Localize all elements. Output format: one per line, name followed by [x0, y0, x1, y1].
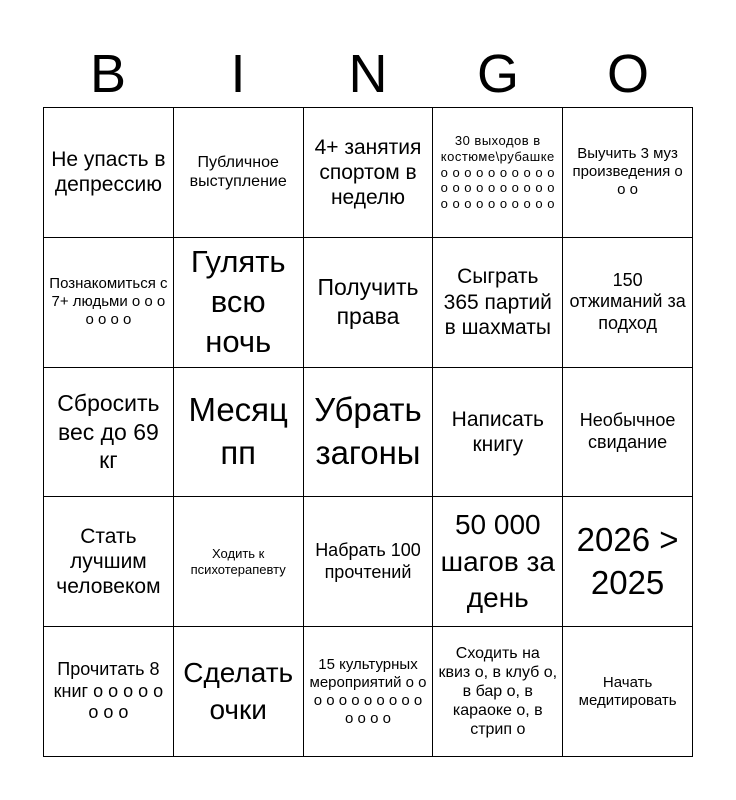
bingo-cell-21[interactable] [44, 627, 174, 757]
bingo-cell-25[interactable] [563, 627, 693, 757]
header-letter-n: N [348, 44, 388, 104]
bingo-cell-17[interactable] [174, 497, 304, 627]
cell-text: Получить права [317, 274, 419, 330]
bingo-cell-8[interactable] [304, 238, 434, 368]
bingo-grid [43, 107, 693, 757]
cell-text: 2026 > 2025 [576, 520, 679, 601]
cell-text: Убрать загоны [314, 391, 422, 471]
cell-text: Прочитать 8 книг о о о о о о о о [53, 659, 164, 723]
cell-text: Необычное свидание [579, 410, 676, 452]
bingo-cell-18[interactable] [304, 497, 434, 627]
bingo-cell-24[interactable] [433, 627, 563, 757]
cell-text: 150 отжиманий за подход [569, 269, 686, 333]
bingo-cell-22[interactable] [174, 627, 304, 757]
cell-text: Познакомиться с 7+ людьми о о о о о о о [49, 275, 168, 329]
cell-text: Сходить на квиз о, в клуб о, в бар о, в караоке о, в стрип о [438, 644, 558, 739]
cell-text: Набрать 100 прочтений [315, 540, 421, 582]
bingo-cell-12[interactable] [174, 368, 304, 498]
cell-text: Ходить к психотерапевту [190, 546, 286, 577]
bingo-cell-20[interactable] [563, 497, 693, 627]
cell-text: 30 выходов в костюме\рубашке о о о о о о о о о о о о о о о о о о о о о о о о о о о о о о [440, 133, 555, 211]
header-letter-g: G [476, 44, 519, 104]
bingo-cell-9[interactable] [433, 238, 563, 368]
bingo-cell-15[interactable] [563, 368, 693, 498]
cell-text: Начать медитировать [578, 673, 677, 709]
bingo-cell-19[interactable] [433, 497, 563, 627]
bingo-cell-5[interactable] [563, 108, 693, 238]
cell-text: 4+ занятия спортом в неделю [314, 135, 422, 209]
cell-text: Сыграть 365 партий в шахматы [443, 265, 552, 339]
cell-text: Сделать очки [183, 657, 294, 725]
bingo-cell-14[interactable] [433, 368, 563, 498]
bingo-cell-10[interactable] [563, 238, 693, 368]
cell-text: Сбросить вес до 69 кг [57, 389, 160, 474]
cell-text: Месяц пп [188, 391, 288, 471]
cell-text: Стать лучшим человеком [56, 525, 161, 599]
bingo-cell-1[interactable] [44, 108, 174, 238]
bingo-cell-2[interactable] [174, 108, 304, 238]
header-letter-b: B [89, 44, 127, 104]
bingo-cell-4[interactable] [433, 108, 563, 238]
header-letter-i: I [230, 44, 246, 104]
bingo-cell-7[interactable] [174, 238, 304, 368]
bingo-cell-3[interactable] [304, 108, 434, 238]
cell-text: Не упасть в депрессию [51, 148, 166, 197]
cell-text: Написать книгу [451, 407, 544, 456]
bingo-cell-11[interactable] [44, 368, 174, 498]
cell-text: Гулять всю ночь [190, 243, 286, 360]
cell-text: 15 культурных мероприятий о о о о о о о о о о о о о о о [309, 655, 427, 727]
bingo-cell-13[interactable] [304, 368, 434, 498]
cell-text: Выучить 3 муз произведения о о о [572, 145, 683, 199]
bingo-header [43, 40, 693, 108]
cell-text: 50 000 шагов за день [440, 509, 555, 613]
cell-text: Публичное выступление [189, 154, 287, 191]
header-letter-o: O [606, 44, 649, 104]
bingo-cell-6[interactable] [44, 238, 174, 368]
bingo-cell-23[interactable] [304, 627, 434, 757]
bingo-cell-16[interactable] [44, 497, 174, 627]
